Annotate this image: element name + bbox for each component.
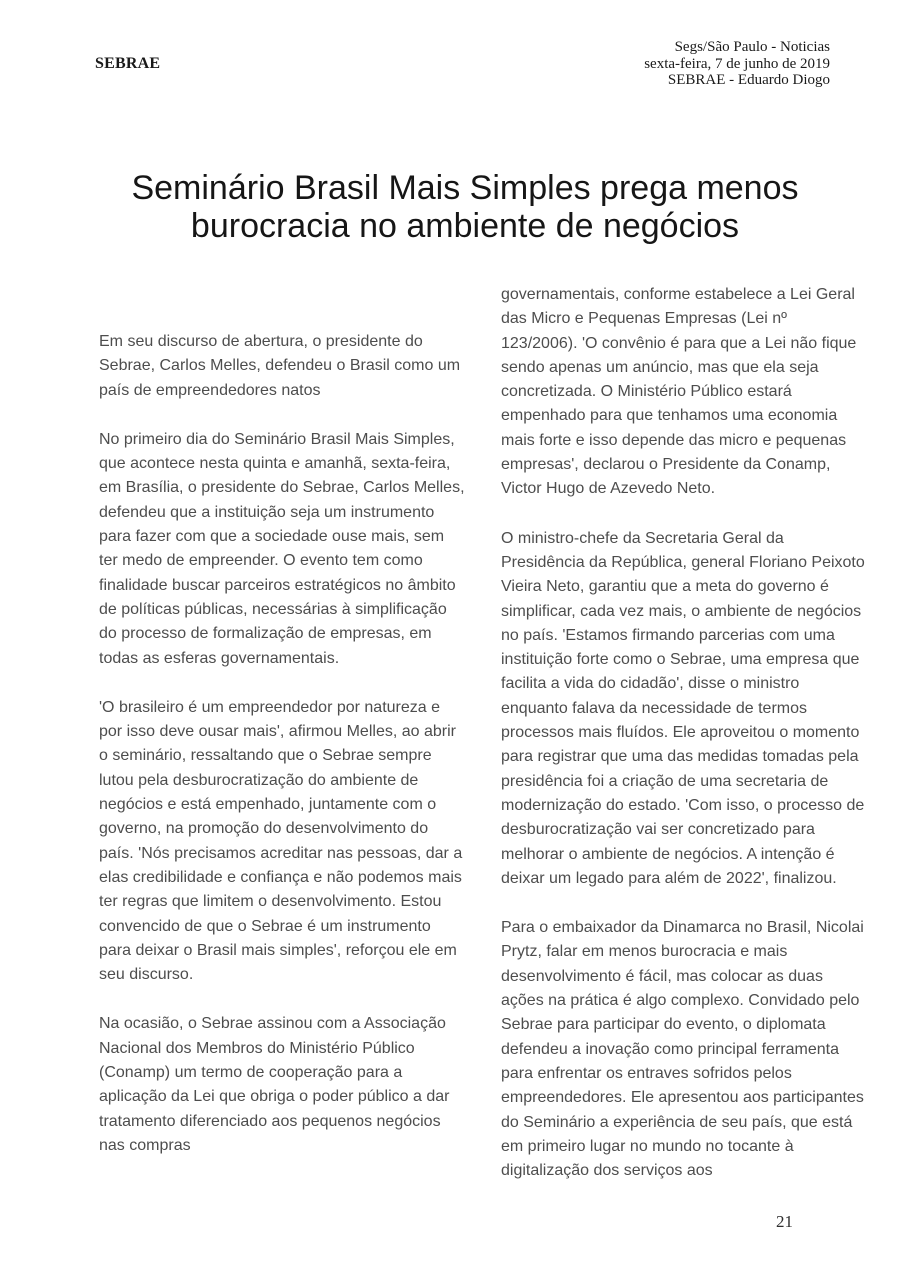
clipping-header <box>644 39 830 89</box>
paragraph: No primeiro dia do Seminário Brasil Mais Simples, que acontece nesta quinta e amanhã, sexta-feira, em Brasília, o presidente do Sebrae, Carlos Melles, defendeu que a instituição seja um instrumento para fazer com que a sociedade ouse mais, sem ter medo de empreender. O evento tem como finalidade buscar parceiros estratégicos no âmbito de políticas públicas, necessárias à simplificação do processo de formalização de empresas, em todas as esferas governamentais. <box>99 430 465 667</box>
paragraph: 'O brasileiro é um empreendedor por natureza e por isso deve ousar mais', afirmou Melles, ao abrir o seminário, ressaltando que o Sebrae sempre lutou pela desburocratização do ambiente de negócios e está empenhado, juntamente com o governo, na promoção do desenvolvimento do país. 'Nós precisamos acreditar nas pessoas, dar a elas credibilidade e confiança e não podemos mais ter regras que limitem o desenvolvimento. Estou convencido de que o Sebrae é um instrumento para deixar o Brasil mais simples', reforçou ele em seu discurso. <box>99 698 463 984</box>
publication-date: sexta-feira, 7 de junho de 2019 <box>644 55 830 72</box>
paragraph: governamentais, conforme estabelece a Lei Geral das Micro e Pequenas Empresas (Lei nº 123/2006). 'O convênio é para que a Lei não fique sendo apenas um anúncio, mas que ela seja concretizada. O Ministério Público estará empenhado para que tenhamos uma economia mais forte e isso depende das micro e pequenas empresas', declarou o Presidente da Conamp, Victor Hugo de Azevedo Neto. <box>501 286 857 498</box>
publication-name: SEBRAE <box>95 55 161 72</box>
article-left-column <box>99 330 465 1183</box>
paragraph: O ministro-chefe da Secretaria Geral da Presidência da República, general Floriano Peixoto Vieira Neto, garantiu que a meta do governo é simplificar, cada vez mais, o ambiente de negócios no país. 'Estamos firmando parcerias com uma instituição forte como o Sebrae, uma empresa que facilita a vida do cidadão', disse o ministro enquanto falava da necessidade de termos processos mais fluídos. Ele aproveitou o momento para registrar que uma das medidas tomadas pela presidência foi a criação de uma secretaria de modernização do estado. 'Com isso, o processo de desburocratização vai ser concretizado para melhorar o ambiente de negócios. A intenção é deixar um legado para além de 2022', finalizou. <box>501 529 865 887</box>
source-name: Segs/São Paulo - Noticias <box>674 39 830 55</box>
byline: SEBRAE - Eduardo Diogo <box>667 72 830 88</box>
page-number: 21 <box>776 1212 793 1231</box>
article-title: Seminário Brasil Mais Simples prega menos burocracia no ambiente de negócios <box>131 168 799 245</box>
paragraph-lede: Em seu discurso de abertura, o presidente do Sebrae, Carlos Melles, defendeu o Brasil como um país de empreendedores natos <box>99 333 461 399</box>
article-right-column <box>501 283 867 1208</box>
paragraph: Na ocasião, o Sebrae assinou com a Associação Nacional dos Membros do Ministério Público (Conamp) um termo de cooperação para a aplicação da Lei que obriga o poder público a dar tratamento diferenciado aos pequenos negócios nas compras <box>99 1015 450 1154</box>
paragraph: Para o embaixador da Dinamarca no Brasil, Nicolai Prytz, falar em menos burocracia e mais desenvolvimento é fácil, mas colocar as duas ações na prática é algo complexo. Convidado pelo Sebrae para participar do evento, o diplomata defendeu a inovação como principal ferramenta para enfrentar os entraves sofridos pelos empreendedores. Ele apresentou aos participantes do Seminário a experiência de seu país, que está em primeiro lugar no mundo no tocante à digitalização dos serviços aos <box>501 919 864 1180</box>
